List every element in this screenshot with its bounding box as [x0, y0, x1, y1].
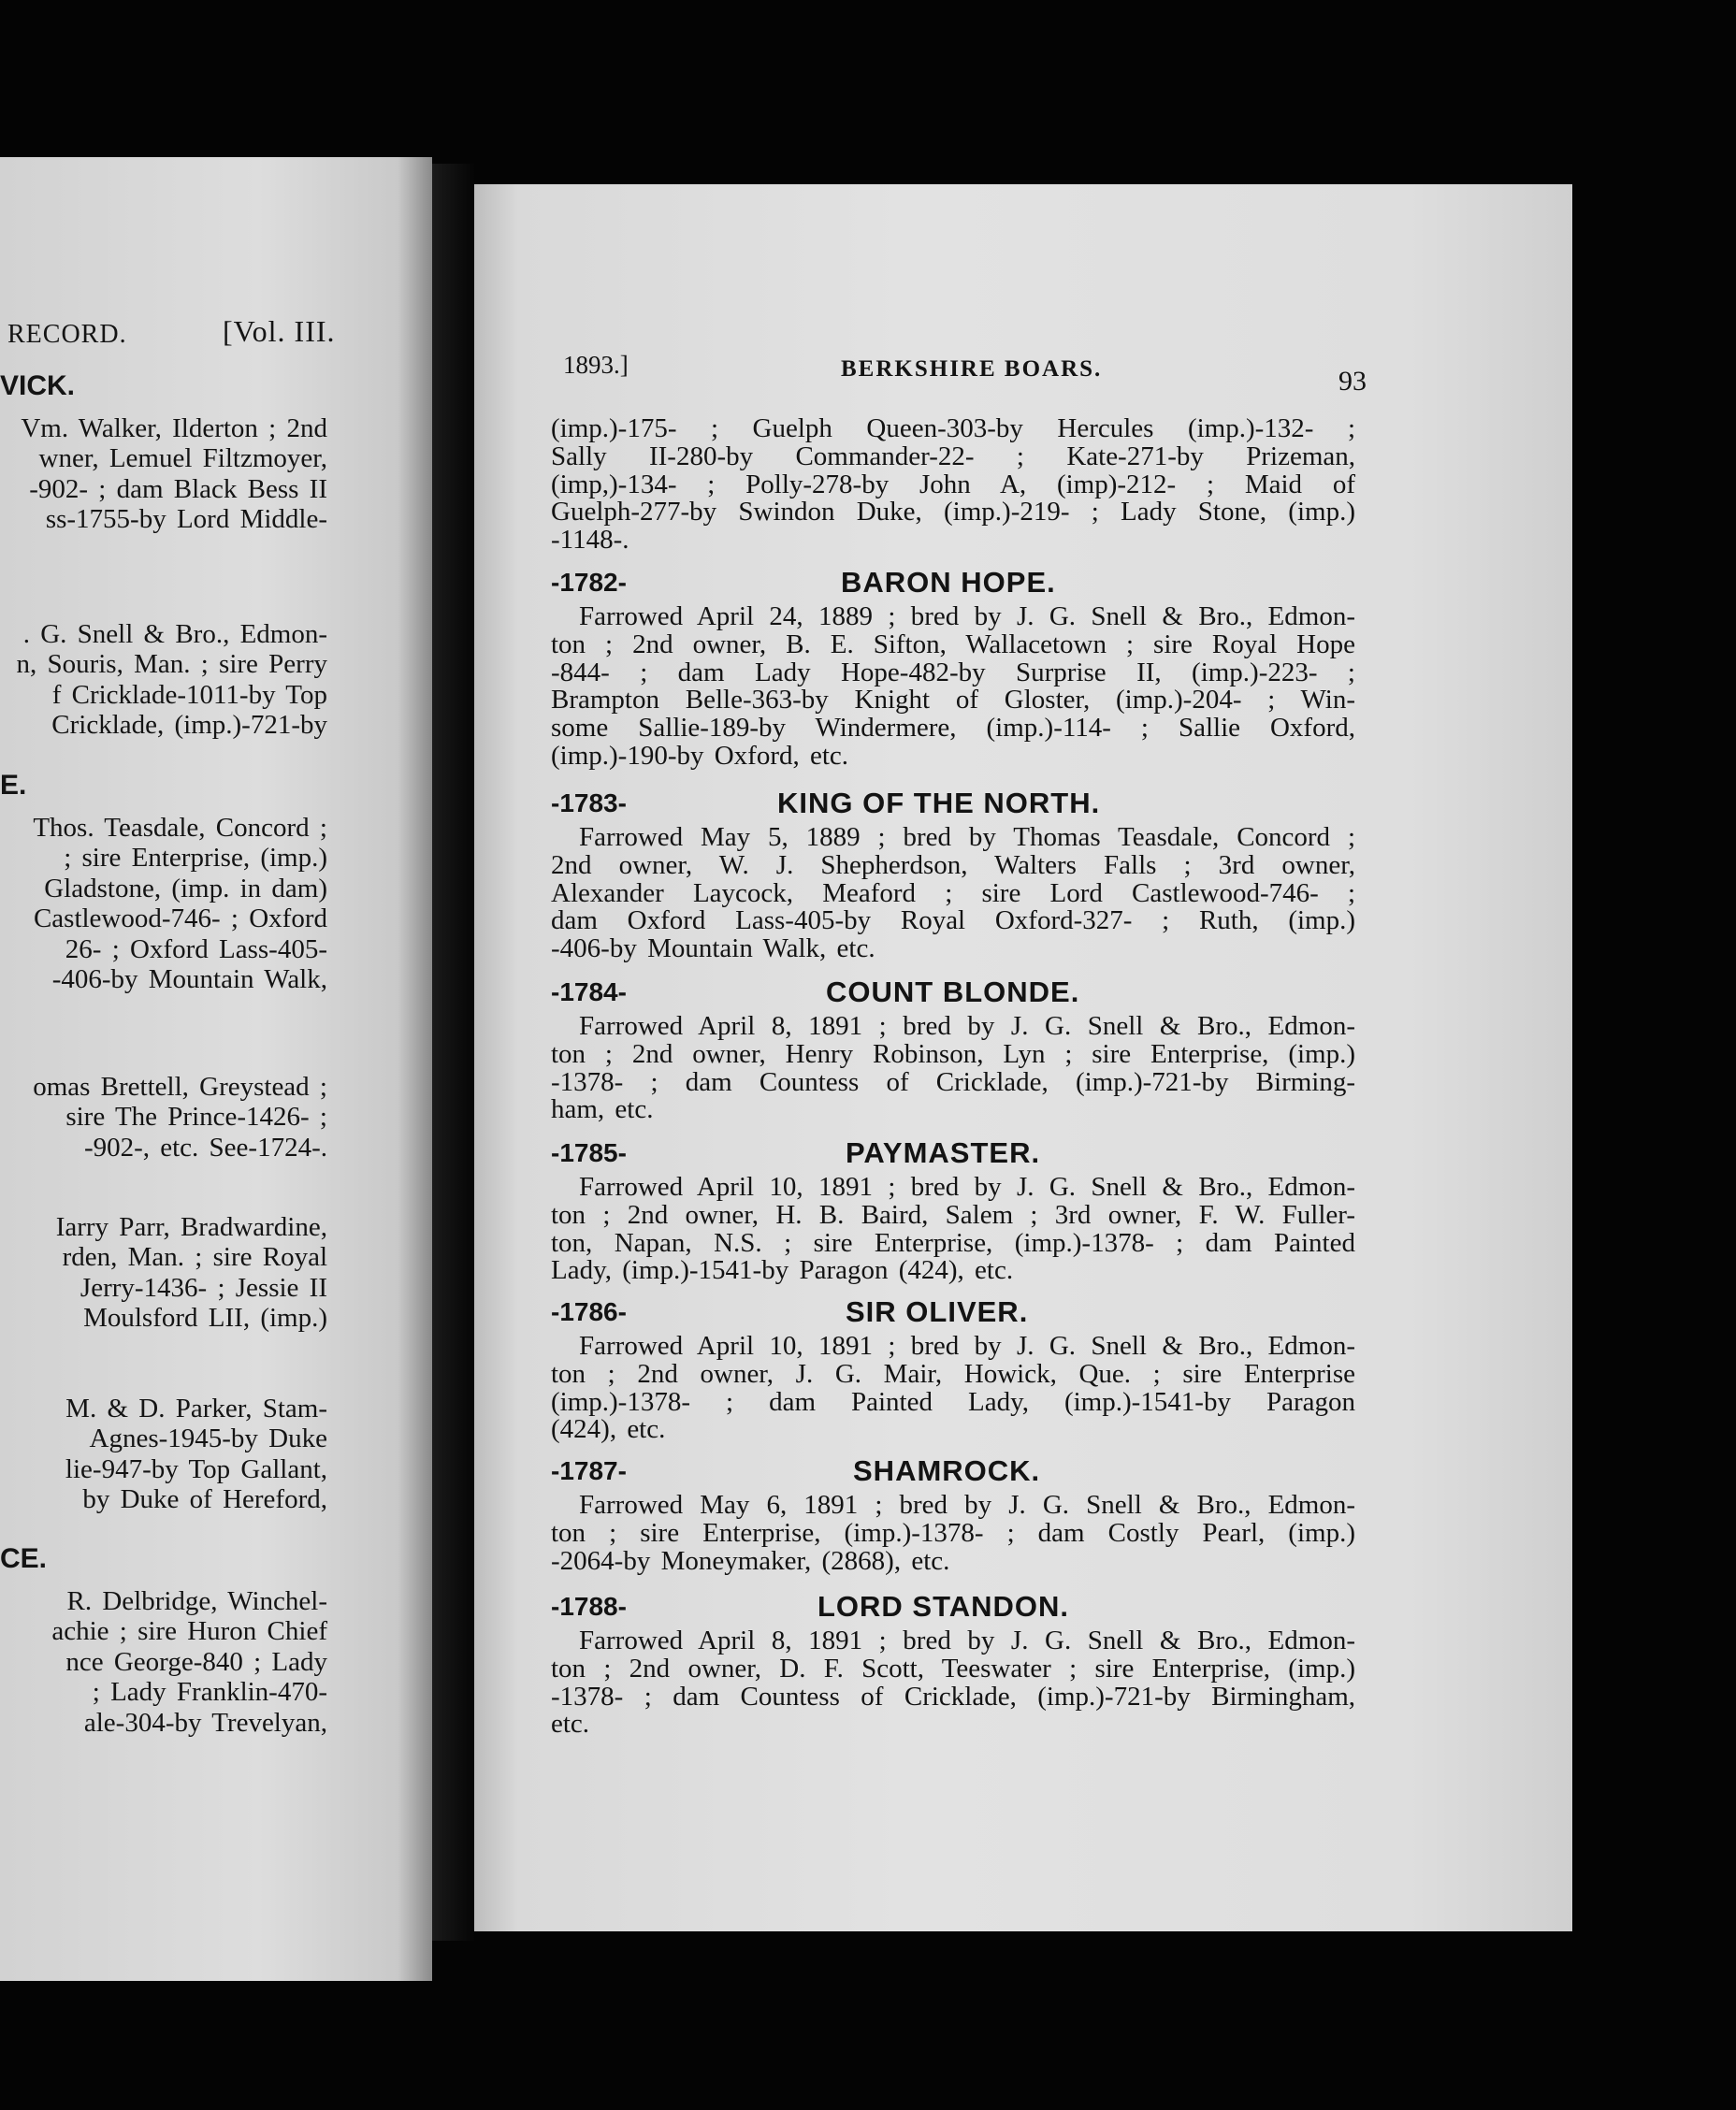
entry-name: PAYMASTER. — [846, 1136, 1041, 1169]
entry-text-line — [551, 658, 1355, 687]
left-text-line: achie ; sire Huron Chief — [51, 1616, 327, 1647]
entry-text: -406-by Mountain Walk, etc. — [551, 933, 875, 964]
entry-text-line — [551, 933, 1355, 963]
entry-text: ton ; 2nd owner, B. E. Sifton, Wallacetown ; sire Royal Hope — [551, 629, 1355, 659]
continuation-line-text: -1148-. — [551, 525, 629, 556]
entry-text: 2nd owner, W. J. Shepherdson, Walters Falls ; 3rd owner, — [551, 849, 1355, 880]
left-text-line: . G. Snell & Bro., Edmon- — [22, 619, 327, 649]
entry-text-line — [551, 850, 1355, 880]
left-text-line: omas Brettell, Greystead ; — [33, 1072, 327, 1102]
left-text-line: -406-by Mountain Walk, — [51, 964, 327, 994]
entry-text-line — [551, 1228, 1355, 1258]
left-text-line: n, Souris, Man. ; sire Perry — [16, 649, 327, 680]
continuation-line — [551, 497, 1355, 527]
left-text-line: Thos. Teasdale, Concord ; — [33, 813, 327, 843]
entry-text: etc. — [551, 1709, 590, 1740]
left-text-line: -902-, etc. See-1724-. — [83, 1132, 327, 1163]
left-text-line: ale-304-by Trevelyan, — [83, 1707, 327, 1738]
entry-number: -1783- — [551, 788, 627, 817]
entry-text: Farrowed May 6, 1891 ; bred by J. G. Snell & Bro., Edmon- — [579, 1490, 1355, 1520]
left-entry-heading: VICK. — [0, 370, 76, 401]
continuation-line-text: (imp.)-175- ; Guelph Queen-303-by Hercules (imp.)-132- ; — [551, 413, 1355, 443]
entry-text: ton ; sire Enterprise, (imp.)-1378- ; dam Costly Pearl, (imp.) — [551, 1517, 1355, 1548]
entry-text-line — [551, 1359, 1355, 1389]
entry-text: Farrowed April 8, 1891 ; bred by J. G. Snell & Bro., Edmon- — [579, 1626, 1355, 1655]
left-text-line: Vm. Walker, Ilderton ; 2nd — [21, 413, 327, 443]
entry-text-line — [551, 878, 1355, 908]
entry-text-line — [551, 741, 1355, 771]
entry-text: Farrowed April 10, 1891 ; bred by J. G. Snell & Bro., Edmon- — [579, 1172, 1355, 1202]
entry-text: ton ; 2nd owner, D. F. Scott, Teeswater ; sire Enterprise, (imp.) — [551, 1653, 1355, 1684]
entry-text: ton ; 2nd owner, H. B. Baird, Salem ; 3rd owner, F. W. Fuller- — [551, 1199, 1355, 1230]
right-page — [474, 184, 1572, 1931]
entry-text: (imp.)-1378- ; dam Painted Lady, (imp.)-1541-by Paragon — [551, 1386, 1355, 1417]
left-text-line: Iarry Parr, Bradwardine, — [55, 1212, 327, 1242]
left-text-line: by Duke of Hereford, — [82, 1484, 327, 1515]
entry-text-line — [551, 1518, 1355, 1548]
entry-number: -1782- — [551, 568, 627, 597]
entry-text: -2064-by Moneymaker, (2868), etc. — [551, 1545, 950, 1576]
entry-text-line — [551, 1067, 1355, 1097]
entry-number: -1786- — [551, 1297, 627, 1326]
entry-text-line — [551, 1709, 1355, 1739]
entry-text-line — [551, 1200, 1355, 1230]
left-text-line: Gladstone, (imp. in dam) — [44, 873, 327, 903]
entry-text: -844- ; dam Lady Hope-482-by Surprise II, (imp.)-223- ; — [551, 657, 1355, 687]
continuation-line — [551, 470, 1355, 499]
continuation-line-text: (imp,)-134- ; Polly-278-by John A, (imp)-212- ; Maid of — [551, 469, 1355, 499]
entry-text-line — [551, 1094, 1355, 1124]
entry-number: -1785- — [551, 1138, 627, 1167]
entry-text-line — [551, 1682, 1355, 1712]
entry-name: KING OF THE NORTH. — [777, 787, 1101, 819]
left-text-line: Castlewood-746- ; Oxford — [33, 903, 327, 934]
left-running-head: RECORD. — [7, 320, 127, 349]
entry-name: SHAMROCK. — [853, 1454, 1041, 1487]
entry-number: -1784- — [551, 977, 627, 1006]
left-text-line: Cricklade, (imp.)-721-by — [51, 710, 327, 741]
page-title: BERKSHIRE BOARS. — [841, 356, 1103, 382]
left-text-line: sire The Prince-1426- ; — [65, 1102, 327, 1133]
continuation-line — [551, 441, 1355, 471]
left-text-line: ; sire Enterprise, (imp.) — [64, 843, 327, 874]
continuation-line-text: Guelph-277-by Swindon Duke, (imp.)-219- ; Lady Stone, (imp.) — [551, 497, 1355, 528]
entry-name: BARON HOPE. — [841, 566, 1056, 599]
left-text-line: Agnes-1945-by Duke — [89, 1424, 327, 1454]
entry-text: (424), etc. — [551, 1414, 666, 1445]
continuation-line — [551, 525, 1355, 555]
entry-text-line — [551, 1011, 1355, 1041]
left-text-line: R. Delbridge, Winchel- — [66, 1586, 327, 1616]
entry-text-line — [551, 1255, 1355, 1285]
left-text-line: -902- ; dam Black Bess II — [29, 473, 327, 504]
entry-text-line — [551, 1039, 1355, 1069]
entry-text: Farrowed May 5, 1889 ; bred by Thomas Teasdale, Concord ; — [579, 822, 1355, 852]
left-text-line: Jerry-1436- ; Jessie II — [80, 1272, 327, 1303]
entry-text: (imp.)-190-by Oxford, etc. — [551, 741, 849, 771]
entry-text: -1378- ; dam Countess of Cricklade, (imp.)-721-by Birmingham, — [551, 1681, 1355, 1712]
left-text-line: 26- ; Oxford Lass-405- — [65, 933, 327, 964]
entry-text: Alexander Laycock, Meaford ; sire Lord Castlewood-746- ; — [551, 877, 1355, 908]
entry-text-line — [551, 1414, 1355, 1444]
entry-text: ton ; 2nd owner, Henry Robinson, Lyn ; sire Enterprise, (imp.) — [551, 1038, 1355, 1069]
entry-text: -1378- ; dam Countess of Cricklade, (imp.)-721-by Birming- — [551, 1066, 1355, 1097]
left-text-line: ; Lady Franklin-470- — [92, 1677, 327, 1708]
entry-text: ham, etc. — [551, 1094, 654, 1125]
entry-text-line — [551, 629, 1355, 659]
entry-text-line — [551, 1172, 1355, 1202]
entry-text-line — [551, 1546, 1355, 1576]
entry-text-line — [551, 1331, 1355, 1361]
entry-number: -1787- — [551, 1456, 627, 1485]
entry-text: Farrowed April 10, 1891 ; bred by J. G. Snell & Bro., Edmon- — [579, 1331, 1355, 1361]
book-gutter — [432, 164, 474, 1941]
left-text-line: nce George-840 ; Lady — [65, 1646, 327, 1677]
left-text-line: f Cricklade-1011-by Top — [51, 679, 327, 710]
entry-text: Farrowed April 24, 1889 ; bred by J. G. Snell & Bro., Edmon- — [579, 601, 1355, 631]
entry-name: SIR OLIVER. — [846, 1295, 1029, 1328]
left-text-line: wner, Lemuel Filtzmoyer, — [38, 443, 327, 474]
entry-text-line — [551, 685, 1355, 715]
entry-text-line — [551, 601, 1355, 631]
entry-text: some Sallie-189-by Windermere, (imp.)-114- ; Sallie Oxford, — [551, 713, 1355, 744]
entry-text-line — [551, 1626, 1355, 1655]
left-volume-label: [Vol. III. — [223, 314, 336, 348]
entry-text: ton, Napan, N.S. ; sire Enterprise, (imp.)-1378- ; dam Painted — [551, 1227, 1355, 1258]
left-text-line: rden, Man. ; sire Royal — [62, 1242, 327, 1273]
entry-text-line — [551, 905, 1355, 935]
left-page — [0, 157, 432, 1981]
entry-text-line — [551, 1490, 1355, 1520]
entry-text: ton ; 2nd owner, J. G. Mair, Howick, Que. ; sire Enterprise — [551, 1358, 1355, 1389]
continuation-line — [551, 413, 1355, 443]
entry-text: dam Oxford Lass-405-by Royal Oxford-327- ; Ruth, (imp.) — [551, 905, 1355, 936]
left-text-line: M. & D. Parker, Stam- — [65, 1394, 327, 1424]
entry-text-line — [551, 713, 1355, 743]
entry-text: Farrowed April 8, 1891 ; bred by J. G. Snell & Bro., Edmon- — [579, 1011, 1355, 1041]
continuation-line-text: Sally II-280-by Commander-22- ; Kate-271-by Prizeman, — [551, 441, 1355, 471]
entry-text-line — [551, 1654, 1355, 1684]
left-text-line: lie-947-by Top Gallant, — [65, 1453, 327, 1484]
page-year: 1893.] — [563, 351, 629, 379]
left-entry-heading: E. — [0, 770, 27, 801]
left-text-line: Moulsford LII, (imp.) — [83, 1303, 327, 1334]
entry-text: Lady, (imp.)-1541-by Paragon (424), etc. — [551, 1255, 1014, 1286]
entry-text-line — [551, 1387, 1355, 1417]
entry-name: LORD STANDON. — [817, 1590, 1070, 1623]
entry-name: COUNT BLONDE. — [826, 976, 1080, 1008]
entry-text-line — [551, 822, 1355, 852]
entry-text: Brampton Belle-363-by Knight of Gloster, (imp.)-204- ; Win- — [551, 685, 1355, 715]
page-number: 93 — [1338, 366, 1367, 397]
left-entry-heading: CE. — [0, 1543, 48, 1574]
left-text-line: ss-1755-by Lord Middle- — [45, 504, 327, 535]
entry-number: -1788- — [551, 1592, 627, 1621]
